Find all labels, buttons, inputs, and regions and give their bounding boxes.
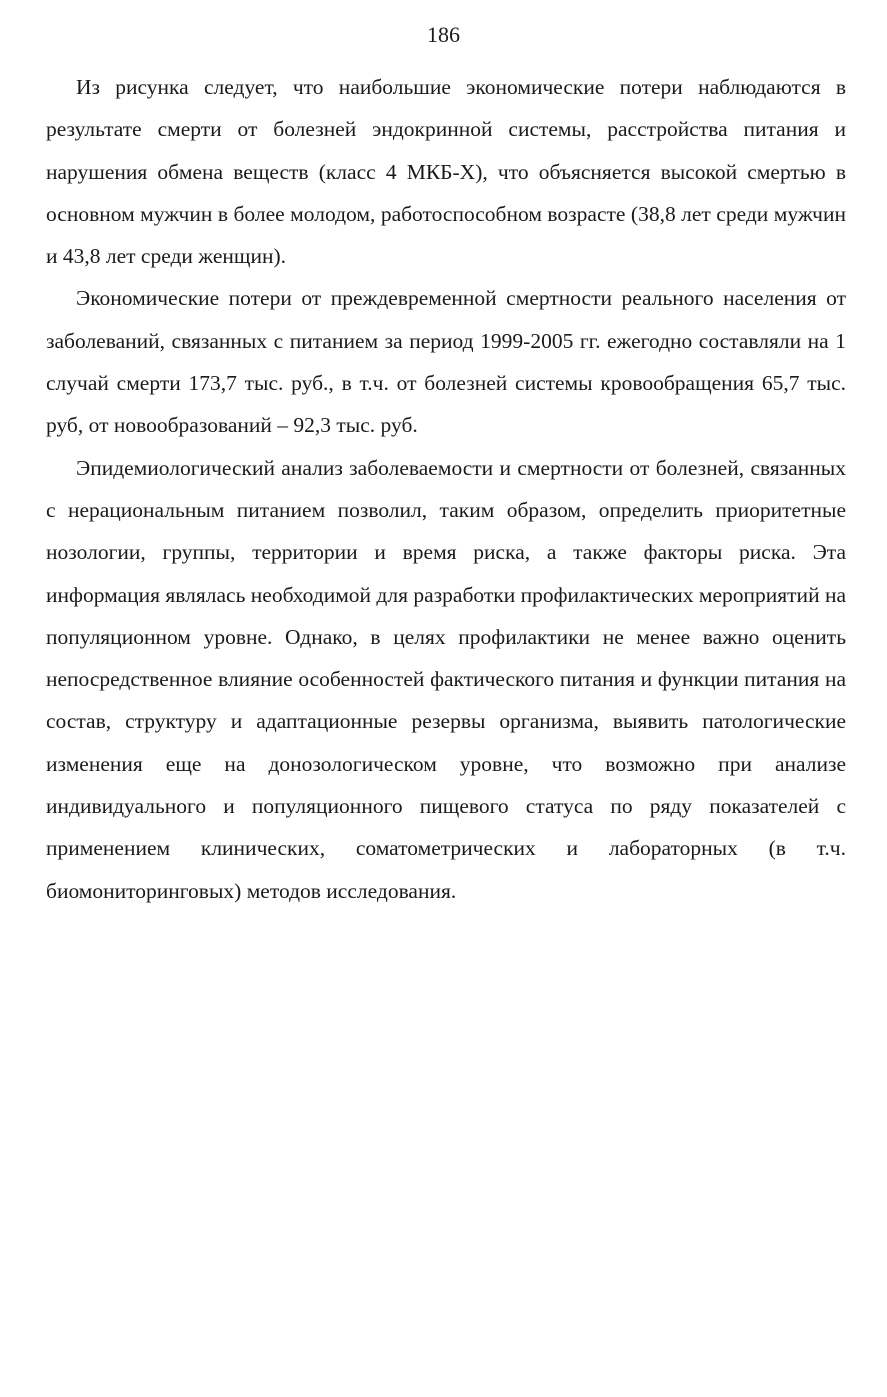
paragraph-1: Из рисунка следует, что наибольшие экономические потери наблюдаются в результате смерти от болезней эндокринной системы, расстройства питания и нарушения обмена веществ (класс 4 МКБ-Х), что объясняется высокой смертью в основном мужчин в более молодом, работоспособном возрасте (38,8 лет среди мужчин и 43,8 лет среди женщин). <box>46 75 846 269</box>
paragraph-3: Эпидемиологический анализ заболеваемости и смертности от болезней, связанных с нерациональным питанием позволил, таким образом, определить приоритетные нозологии, группы, территории и время риска, а также факторы риска. Эта информация являлась необходимой для разработки профилактических мероприятий на популяционном уровне. Однако, в целях профилактики не менее важно оценить непосредственное влияние особенностей фактического питания и функции питания на состав, структуру и адаптационные резервы организма, выявить патологические изменения еще на донозологическом уровне, что возможно при анализе индивидуального и популяционного пищевого статуса по ряду показателей с применением клинических, соматометрических и лабораторных (в т.ч. биомониторинговых) методов исследования. <box>46 455 846 903</box>
page-number: 186 <box>427 22 460 47</box>
document-body <box>46 66 846 912</box>
paragraph-2: Экономические потери от преждевременной смертности реального населения от заболеваний, связанных с питанием за период 1999-2005 гг. ежегодно составляли на 1 случай смерти 173,7 тыс. руб., в т.ч. от болезней системы кровообращения 65,7 тыс. руб, от новообразований – 92,3 тыс. руб. <box>46 286 846 438</box>
